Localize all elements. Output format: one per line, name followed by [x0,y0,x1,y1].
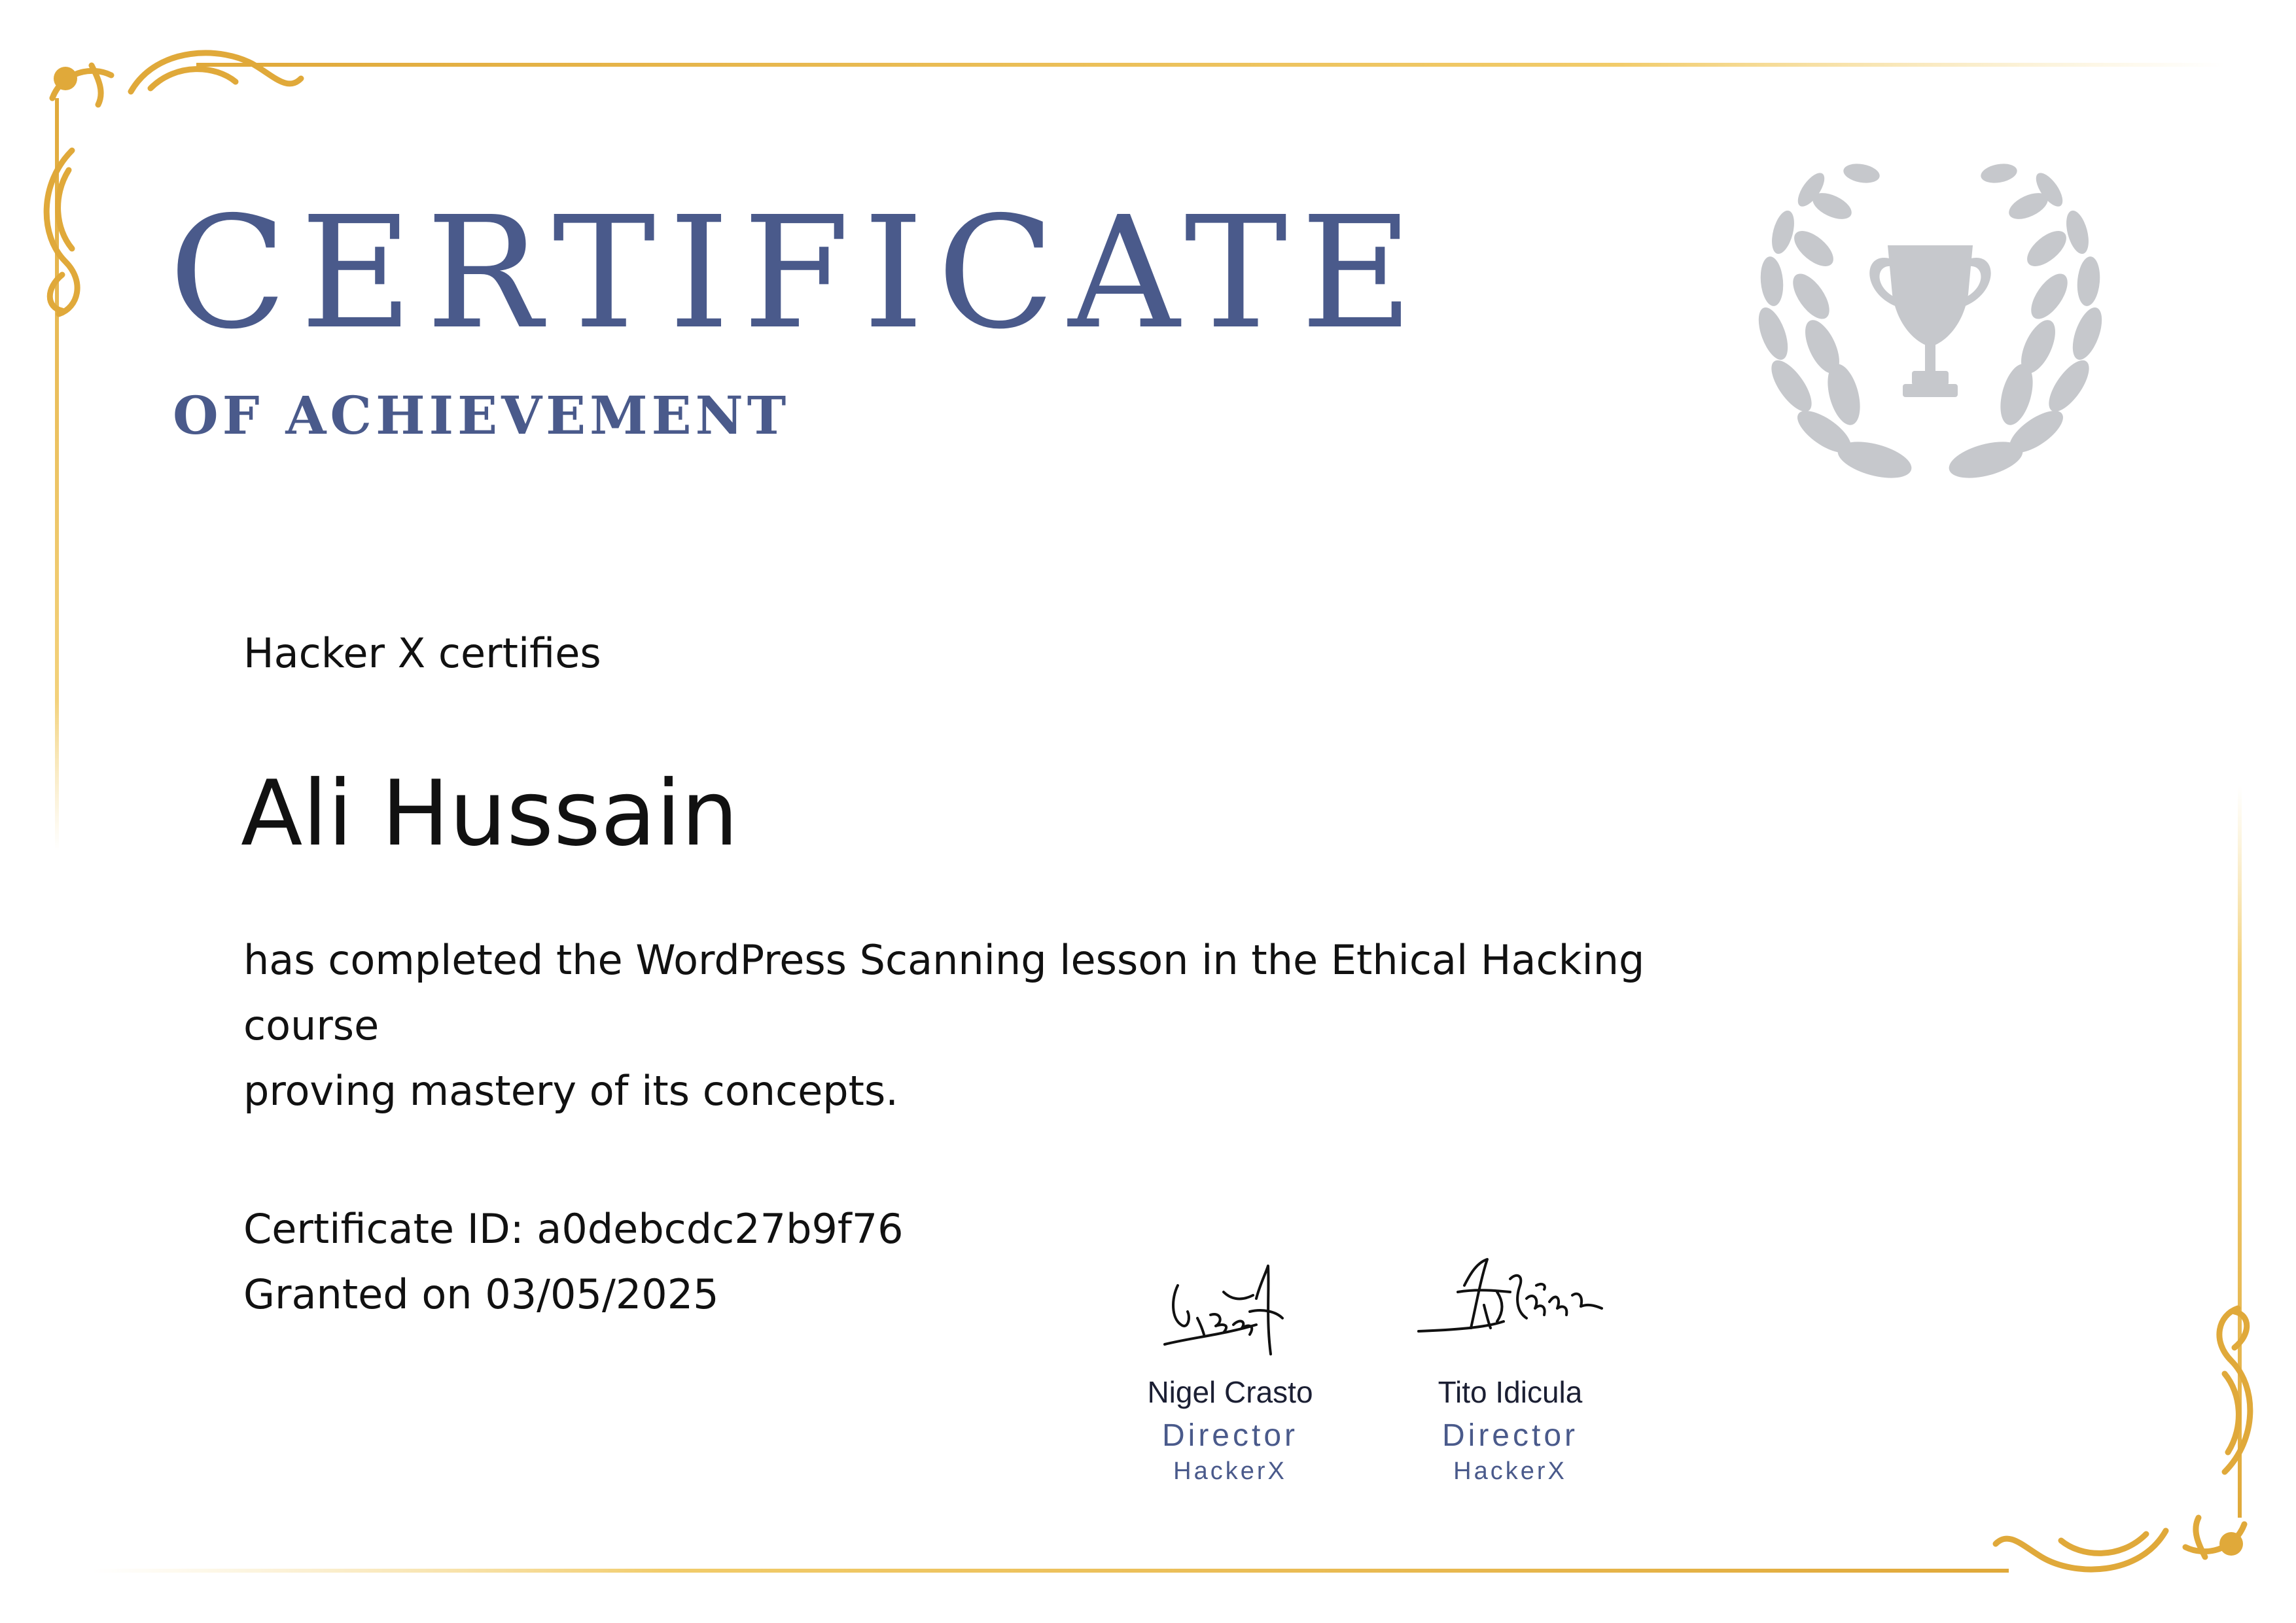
issuer-line: Hacker X certifies [243,629,601,677]
achievement-description [243,928,1748,1124]
signatory-org: HackerX [1453,1457,1567,1485]
trophy-laurel-icon [1727,154,2133,494]
signatory-role: Director [1161,1418,1299,1454]
description-line-2: proving mastery of its concepts. [243,1067,898,1115]
recipient-name: Ali Hussain [241,761,739,866]
corner-ornament-bottom-right [1996,1308,2250,1569]
signatory-role: Director [1441,1418,1579,1454]
signatory-name: Nigel Crasto [1147,1375,1313,1409]
signatory-org: HackerX [1173,1457,1287,1485]
signature-nigel-crasto [1125,1246,1335,1357]
signature-tito-idicula [1405,1246,1615,1357]
description-line-1: has completed the WordPress Scanning lesson in the Ethical Hacking course [243,936,1645,1049]
signatory-name: Tito Idicula [1438,1375,1583,1409]
certificate-title: CERTIFICATE [169,183,1426,363]
signatory-block-2 [1373,1246,1648,1486]
signatory-block-1 [1093,1246,1368,1486]
certificate-subtitle: OF ACHIEVEMENT [173,385,790,446]
certificate-id: Certificate ID: a0debcdc27b9f76 [243,1205,904,1253]
granted-date: Granted on 03/05/2025 [243,1270,719,1318]
